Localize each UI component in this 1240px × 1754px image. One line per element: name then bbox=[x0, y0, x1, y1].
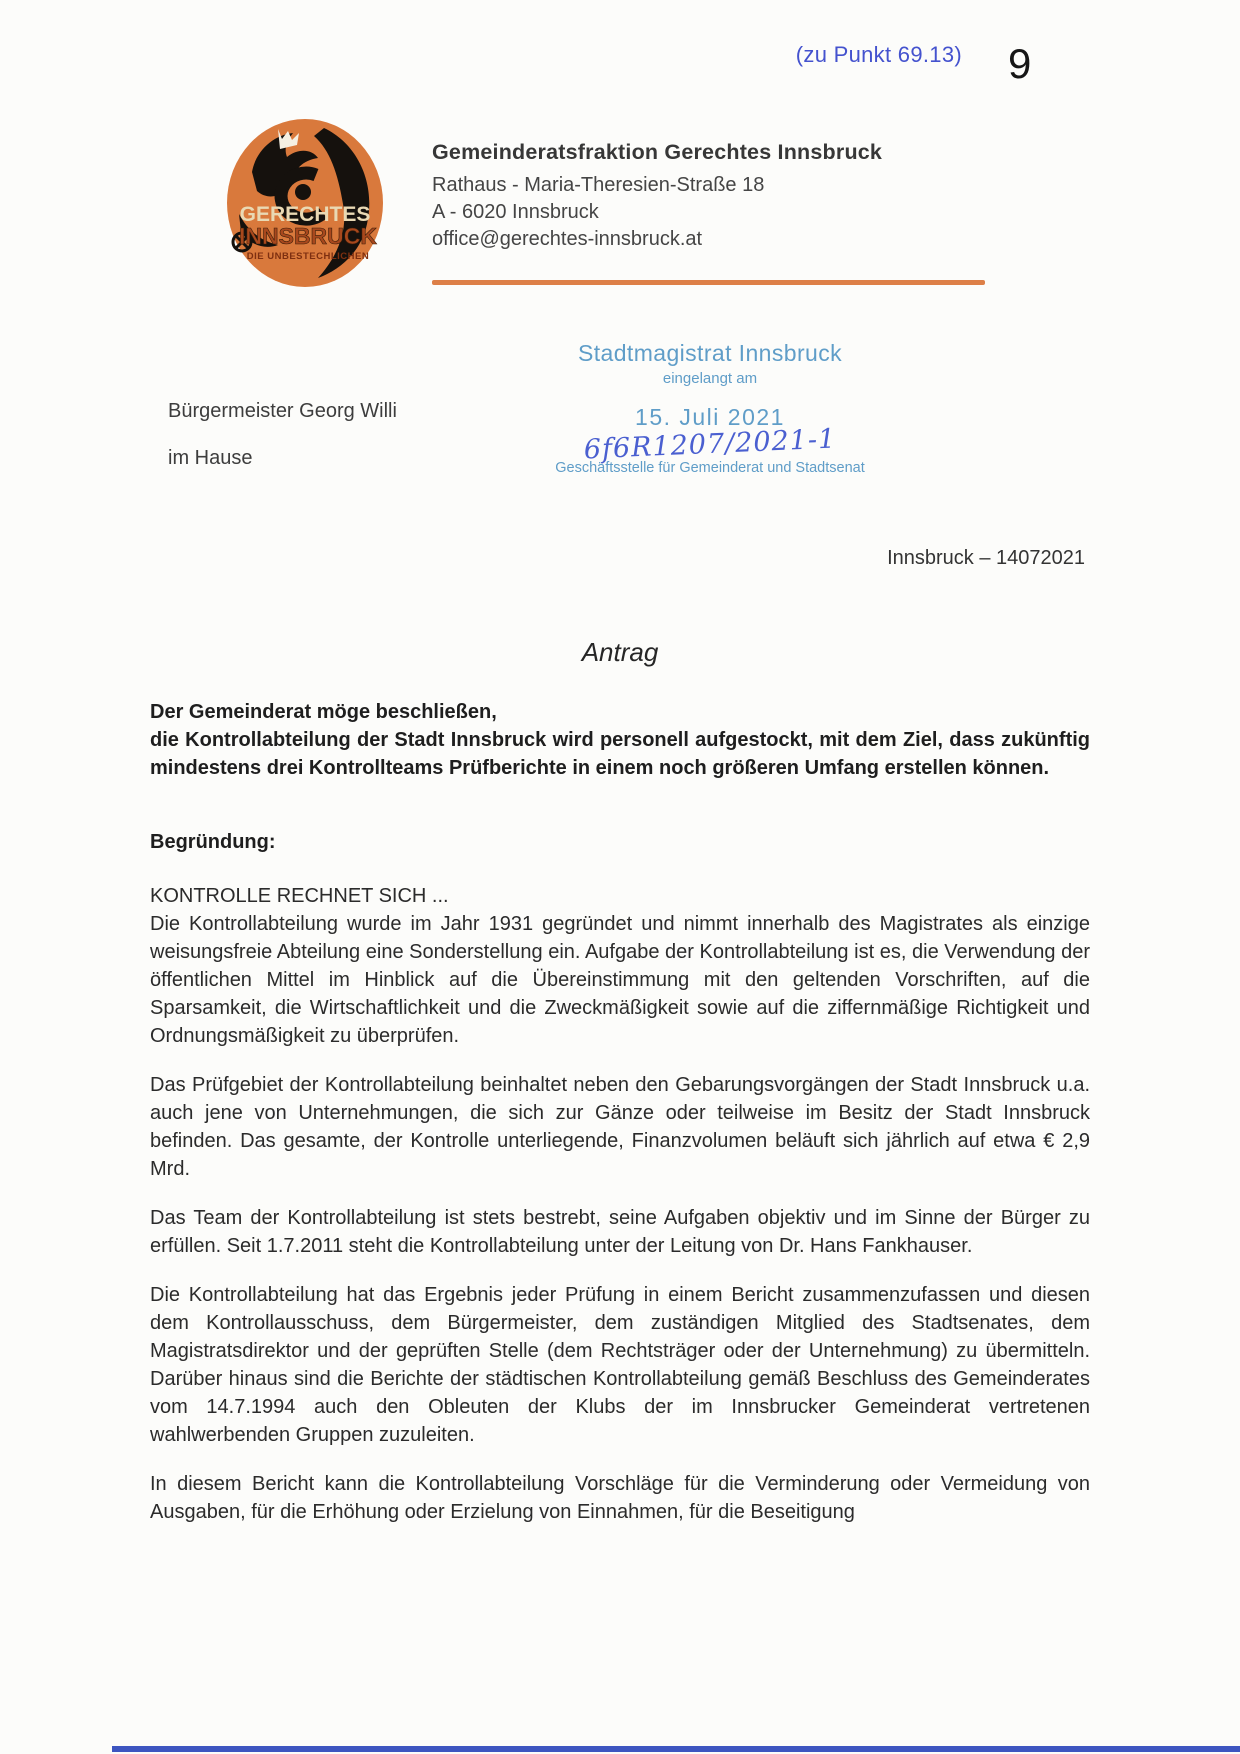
party-logo bbox=[226, 118, 384, 288]
handwritten-reference: 6f6R1207/2021-1 bbox=[583, 423, 837, 466]
paragraph-2: Das Prüfgebiet der Kontrollabteilung beinhaltet neben den Gebarungsvorgängen der Stadt Innsbruck u.a. auch jene von Unternehmungen, die sich zur Gänze oder teilweise im Besitz der Stadt Innsbruck befinden. Das gesamte, der Kontrolle unterliegende, Finanzvolumen beläuft sich jährlich auf etwa € 2,9 Mrd. bbox=[150, 1074, 1090, 1180]
dateline: Innsbruck – 14072021 bbox=[887, 547, 1085, 569]
resolution-intro: Der Gemeinderat möge beschließen, bbox=[150, 701, 497, 723]
org-email: office@gerechtes-innsbruck.at bbox=[432, 228, 703, 250]
paragraph-4: Die Kontrollabteilung hat das Ergebnis jeder Prüfung in einem Bericht zusammenzufassen und diesen dem Kontrollausschuss, dem Bürgermeister, dem zuständigen Mitglied des Stadtsenates, dem Magistratsdirektor und der geprüften Stelle (dem Rechtsträger oder der Unternehmung) zu übermitteln. Darüber hinaus sind die Berichte der städtischen Kontrollabteilung gemäß Beschluss des Gemeinderates vom 14.7.1994 auch den Obleuten der Klubs der im Innsbrucker Gemeinderat vertretenen wahlwerbenden Gruppen zuzuleiten. bbox=[150, 1284, 1090, 1446]
recipient-location: im Hause bbox=[168, 447, 253, 469]
letter-body bbox=[150, 638, 1090, 1526]
received-stamp bbox=[520, 340, 900, 476]
recipient-block bbox=[168, 400, 397, 470]
stamp-authority: Stadtmagistrat Innsbruck bbox=[578, 340, 842, 366]
agenda-point-annotation: (zu Punkt 69.13) bbox=[795, 42, 962, 67]
paragraph-kontrolle bbox=[150, 882, 1090, 1050]
paragraph-1: Die Kontrollabteilung wurde im Jahr 1931 gegründet und nimmt innerhalb des Magistrates als einzige weisungsfreie Abteilung eine Sonderstellung ein. Aufgabe der Kontrollabteilung ist es, die Verwendung der öffentlichen Mittel im Hinblick auf die Übereinstimmung mit den geltenden Vorschriften, auf die Sparsamkeit, die Wirtschaftlichkeit und die Zweckmäßigkeit sowie auf die ziffernmäßige Richtigkeit und Ordnungsmäßigkeit zu überprüfen. bbox=[150, 913, 1090, 1047]
resolution-block bbox=[150, 698, 1090, 782]
org-name: Gemeinderatsfraktion Gerechtes Innsbruck bbox=[432, 140, 883, 164]
logo-text-line1: GERECHTES bbox=[239, 203, 371, 226]
scan-edge-bar bbox=[112, 1746, 1240, 1752]
page-number: 9 bbox=[1008, 40, 1032, 87]
letterhead-divider bbox=[432, 280, 985, 285]
org-address-street: Rathaus - Maria-Theresien-Straße 18 bbox=[432, 174, 765, 196]
logo-text-line2: INNSBRUCK bbox=[239, 223, 377, 249]
letterhead bbox=[432, 140, 992, 253]
letter-title: Antrag bbox=[581, 637, 659, 667]
paragraph-5: In diesem Bericht kann die Kontrollabteilung Vorschläge für die Verminderung oder Vermeidung von Ausgaben, für die Erhöhung oder Erzielung von Einnahmen, für die Beseitigung bbox=[150, 1473, 1090, 1523]
slogan-line: KONTROLLE RECHNET SICH ... bbox=[150, 885, 449, 907]
section-heading: Begründung: bbox=[150, 831, 276, 853]
rooster-logo-icon bbox=[226, 118, 384, 288]
paragraph-3: Das Team der Kontrollabteilung ist stets bestrebt, seine Aufgaben objektiv und im Sinne der Bürger zu erfüllen. Seit 1.7.2011 steht die Kontrollabteilung unter der Leitung von Dr. Hans Fankhauser. bbox=[150, 1207, 1090, 1257]
stamp-received-label: eingelangt am bbox=[662, 370, 758, 387]
stamp-office: Geschäftsstelle für Gemeinderat und Stadtsenat bbox=[555, 460, 865, 476]
stamp-received-date: 15. Juli 2021 bbox=[635, 404, 785, 430]
logo-tagline: DIE UNBESTECHLICHEN bbox=[246, 251, 370, 262]
resolution-text: die Kontrollabteilung der Stadt Innsbruck wird personell aufgestockt, mit dem Ziel, dass zukünftig mindestens drei Kontrollteams Prüfberichte in einem noch größeren Umfang erstellen können. bbox=[150, 729, 1090, 779]
org-address-city: A - 6020 Innsbruck bbox=[432, 201, 599, 223]
recipient-name: Bürgermeister Georg Willi bbox=[168, 400, 397, 422]
